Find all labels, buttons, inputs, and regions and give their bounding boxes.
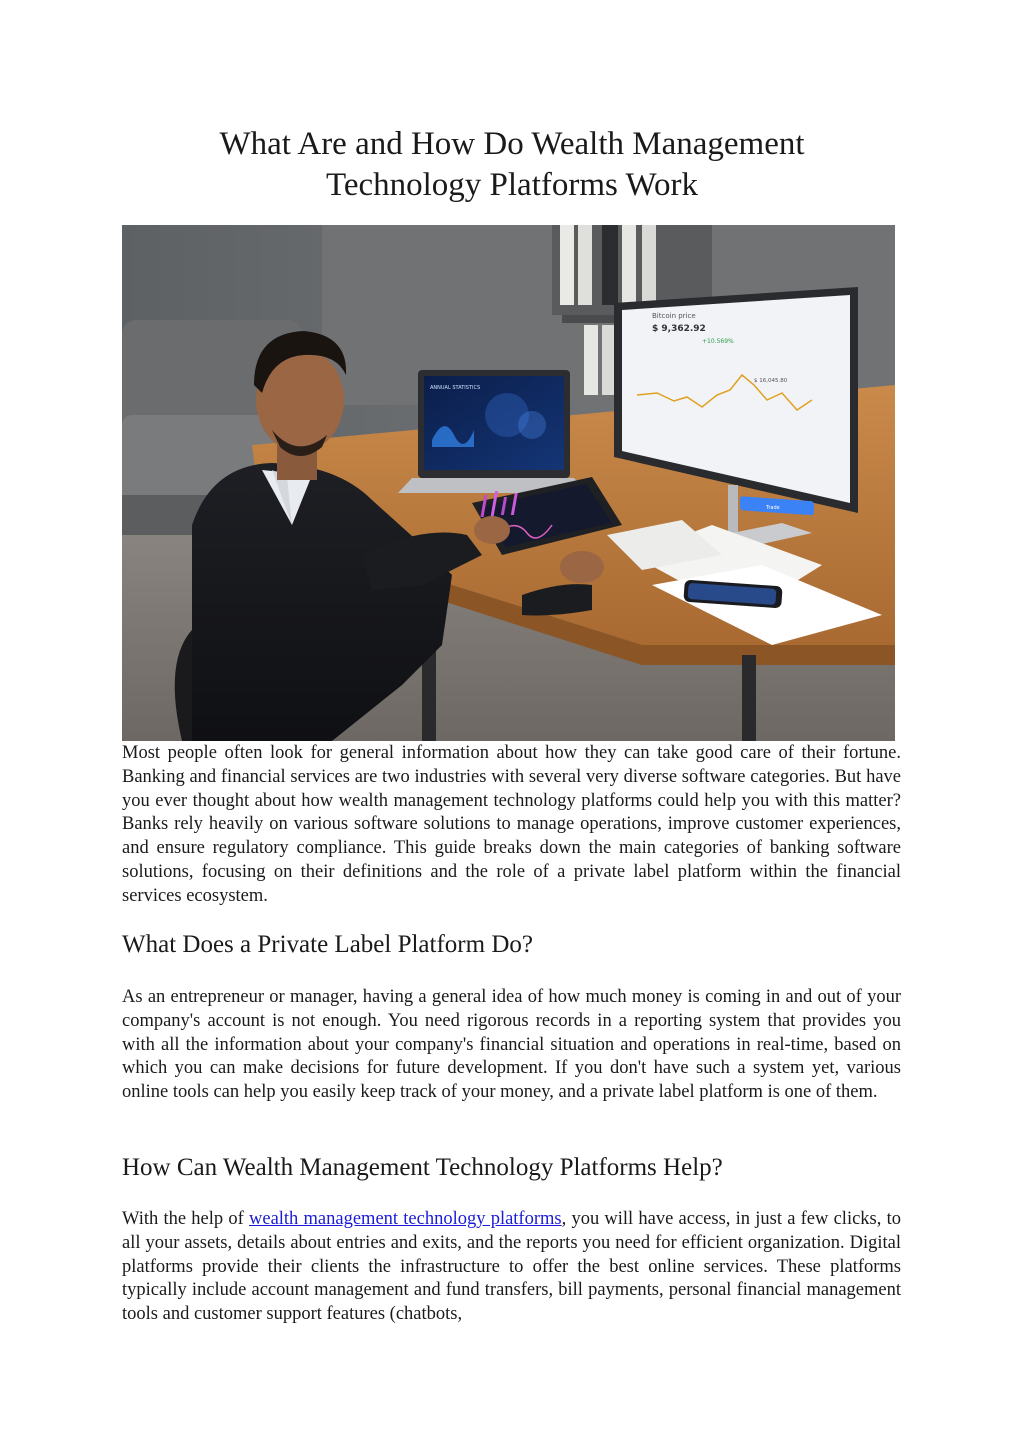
- section-heading-platforms-help: How Can Wealth Management Technology Platforms Help?: [122, 1154, 723, 1181]
- page-title: [122, 124, 902, 206]
- intro-paragraph: Most people often look for general information about how they can take good care of their fortune. Banking and financial services are two industries with several very diverse software categories. But have you ever thought about how wealth management technology platforms could help you with this matter? Banks rely heavily on various software solutions to manage operations, improve customer experiences, and ensure regulatory compliance. This guide breaks down the main categories of banking software solutions, focusing on their definitions and the role of a private label platform within the financial services ecosystem.: [122, 743, 901, 906]
- platforms-help-paragraph: [122, 1208, 901, 1327]
- section-heading-private-label: What Does a Private Label Platform Do?: [122, 931, 533, 958]
- monitor-chart-heading: Bitcoin price: [652, 312, 696, 320]
- hero-photo: [122, 225, 895, 741]
- title-line-1: What Are and How Do Wealth Management: [219, 126, 805, 162]
- monitor-price-change: +10.569%: [702, 338, 734, 345]
- platforms-help-text-rest: , you will have access, in just a few clicks, to all your assets, details about entries and exits, and the reports you need for efficient organization. Digital platforms provide their clients the infrastructure to offer the best online services. These platforms typically include account management and fund transfers, bill payments, personal financial management tools and customer support features (chatbots,: [122, 1209, 901, 1325]
- monitor-high-label: $ 16,045.80: [754, 378, 788, 384]
- monitor-trade-button: Trade: [766, 505, 780, 511]
- monitor-price: $ 9,362.92: [652, 324, 706, 334]
- private-label-paragraph: As an entrepreneur or manager, having a general idea of how much money is coming in and out of your company's account is not enough. You need rigorous records in a reporting system that provides you with all the information about your company's financial situation and operations in real-time, based on which you can make decisions for future development. If you don't have such a system yet, various online tools can help you easily keep track of your money, and a private label platform is one of them.: [122, 987, 901, 1103]
- platforms-help-text-start: With the help of: [122, 1209, 249, 1229]
- title-line-2: Technology Platforms Work: [325, 167, 699, 203]
- laptop-screen-heading: ANNUAL STATISTICS: [430, 385, 481, 391]
- wealth-management-platforms-link[interactable]: wealth management technology platforms: [249, 1209, 562, 1229]
